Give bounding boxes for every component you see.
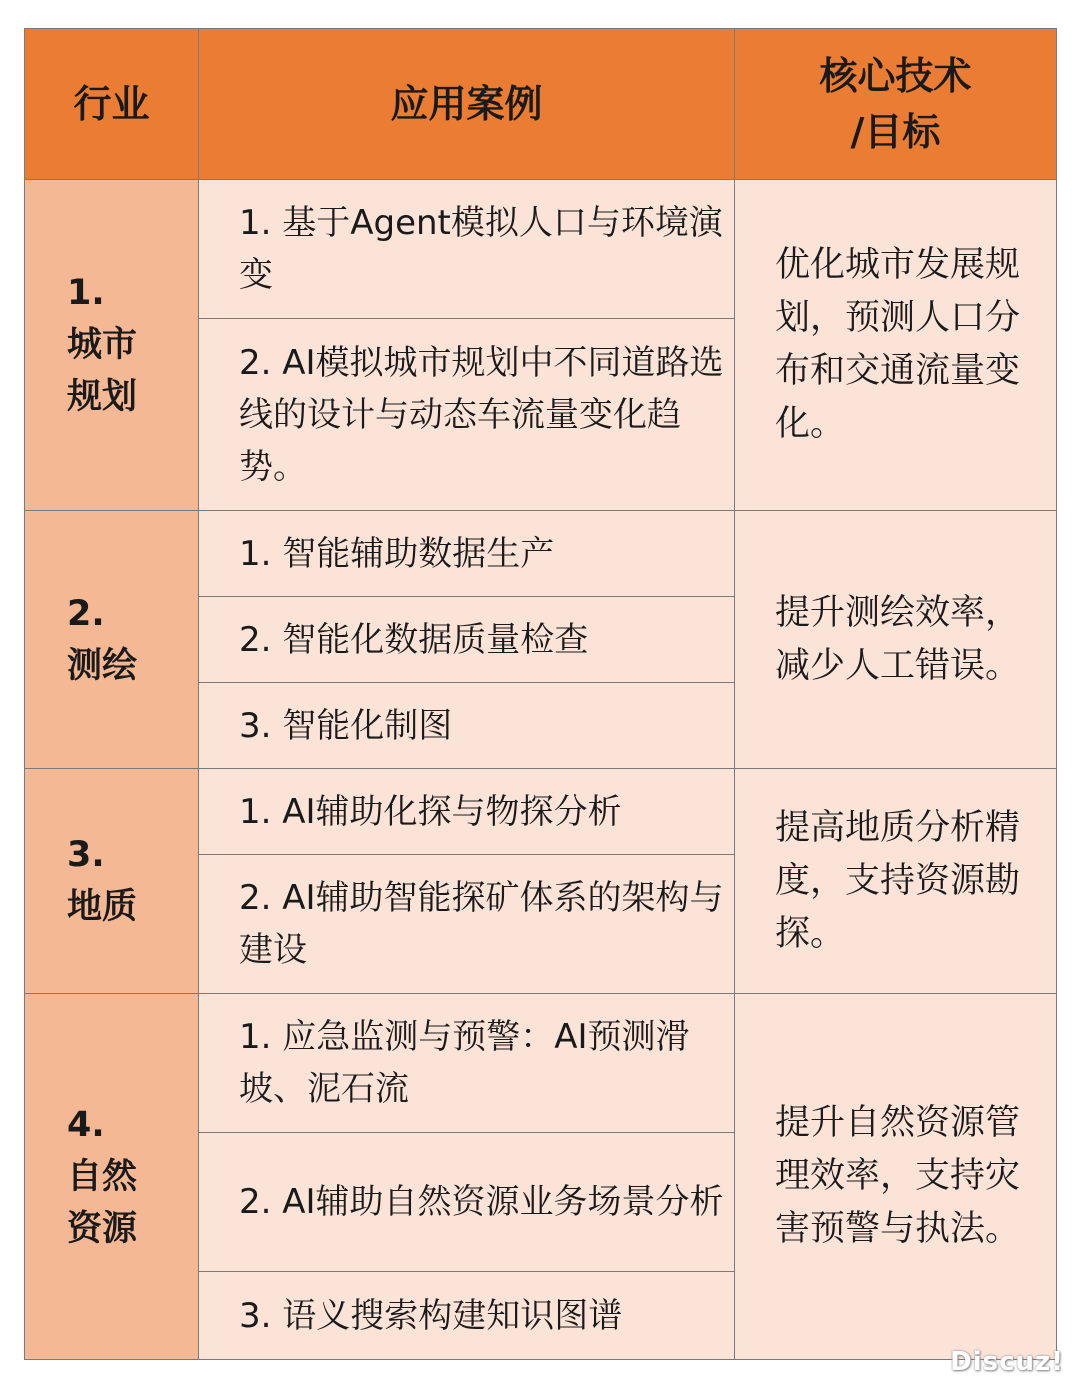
goal-cell: 提高地质分析精度，支持资源勘探。 [735, 769, 1057, 994]
watermark-logo: Discuz! [950, 1347, 1064, 1377]
industry-name-line1: 自然 [67, 1156, 138, 1197]
industry-name-line2: 规划 [67, 377, 138, 417]
header-row [25, 29, 1057, 180]
industry-name-line1: 地质 [67, 887, 138, 927]
application-cell: 2. AI辅助智能探矿体系的架构与建设 [199, 855, 735, 994]
application-cell: 2. 智能化数据质量检查 [199, 597, 735, 683]
application-cell: 1. AI辅助化探与物探分析 [199, 769, 735, 855]
header-application: 应用案例 [199, 29, 735, 180]
header-core-line1: 核心技术 [819, 54, 972, 98]
application-cell: 1. 应急监测与预警：AI预测滑坡、泥石流 [199, 994, 735, 1133]
industry-cell-surveying [25, 511, 199, 769]
table-row [25, 994, 1057, 1133]
application-cell: 3. 语义搜索构建知识图谱 [199, 1272, 735, 1360]
application-cell: 3. 智能化制图 [199, 683, 735, 769]
application-cell: 2. AI辅助自然资源业务场景分析 [199, 1133, 735, 1272]
industry-name-line2: 资源 [67, 1208, 138, 1249]
industry-number: 1. [67, 273, 105, 313]
industry-name-line1: 测绘 [67, 645, 138, 686]
application-cell: 1. 基于Agent模拟人口与环境演变 [199, 180, 735, 319]
industry-number: 2. [67, 593, 105, 634]
industry-cell-natural-resources [25, 994, 199, 1360]
industry-number: 4. [67, 1104, 105, 1145]
table-row [25, 180, 1057, 319]
header-core-line2: /目标 [850, 110, 941, 154]
table-row [25, 769, 1057, 855]
application-cell: 2. AI模拟城市规划中不同道路选线的设计与动态车流量变化趋势。 [199, 319, 735, 511]
header-core-tech [735, 29, 1057, 180]
industry-cell-geology [25, 769, 199, 994]
application-cell: 1. 智能辅助数据生产 [199, 511, 735, 597]
industry-ai-table [24, 28, 1057, 1360]
industry-name-line1: 城市 [67, 325, 138, 365]
table-row [25, 511, 1057, 597]
industry-number: 3. [67, 835, 105, 875]
goal-cell: 提升测绘效率，减少人工错误。 [735, 511, 1057, 769]
goal-cell: 提升自然资源管理效率，支持灾害预警与执法。 [735, 994, 1057, 1360]
header-industry: 行业 [25, 29, 199, 180]
industry-cell-urban-planning [25, 180, 199, 511]
goal-cell: 优化城市发展规划，预测人口分布和交通流量变化。 [735, 180, 1057, 511]
